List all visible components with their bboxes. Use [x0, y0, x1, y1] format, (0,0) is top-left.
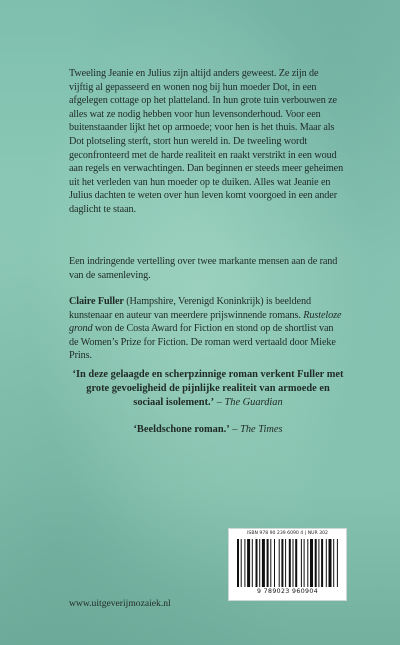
tagline-paragraph: Een indringende vertelling over twee markante mensen aan de rand van de samenleving.: [69, 256, 338, 281]
author-bio-text: (Hampshire, Verenigd Koninkrijk) is beeldend kunstenaar en auteur van meerdere prijswinnende romans.: [69, 296, 311, 321]
quote-text: ‘In deze gelaagde en scherpzinnige roman verkent Fuller met grote gevoeligheid de pijnlijke realiteit van armoede en sociaal isolement.’: [72, 369, 344, 408]
barcode-bars: [237, 539, 338, 589]
publisher-website: www.uitgeverijmozaiek.nl: [69, 598, 171, 609]
quote-source: – The Guardian: [214, 397, 283, 408]
isbn-text: ISBN 978 90 239 6090 4 | NUR 302: [247, 531, 328, 536]
quote-source: – The Times: [229, 424, 283, 435]
review-quote-times: [70, 423, 346, 437]
isbn-barcode: [228, 528, 347, 601]
barcode-digits: 9 789023 960904: [256, 588, 319, 595]
author-bio: [69, 295, 345, 363]
review-quote-guardian: [70, 368, 346, 410]
author-name: Claire Fuller: [69, 296, 124, 307]
author-book-title: Rusteloze grond: [69, 309, 342, 335]
author-bio-text-2: won de Costa Award for Fiction en stond op de shortlist van de Women’s Prize for Fiction. De roman werd vertaald door Mieke Prins.: [69, 323, 336, 362]
blurb-paragraph: Tweeling Jeanie en Julius zijn altijd anders geweest. Ze zijn de vijftig al gepasseerd en wonen nog bij hun moeder Dot, in een afgelegen cottage op het platteland. In hun grote tuin verbouwen ze alles wat ze nodig hebben voor hun levensonderhoud. Voor een buitenstaander lijkt het op armoede; voor hen is het thuis. Maar als Dot plotseling sterft, stort hun wereld in. De tweeling wordt geconfronteerd met de harde realiteit en raakt verstrikt in een woud aan regels en verwachtingen. Dan beginnen er steeds meer geheimen uit het verleden van hun moeder op te duiken. Alles wat Jeanie en Julius dachten te weten over hun leven komt voorgoed in een ander daglicht te staan.: [69, 68, 344, 215]
quote-text: ‘Beeldschone roman.’: [133, 424, 230, 435]
